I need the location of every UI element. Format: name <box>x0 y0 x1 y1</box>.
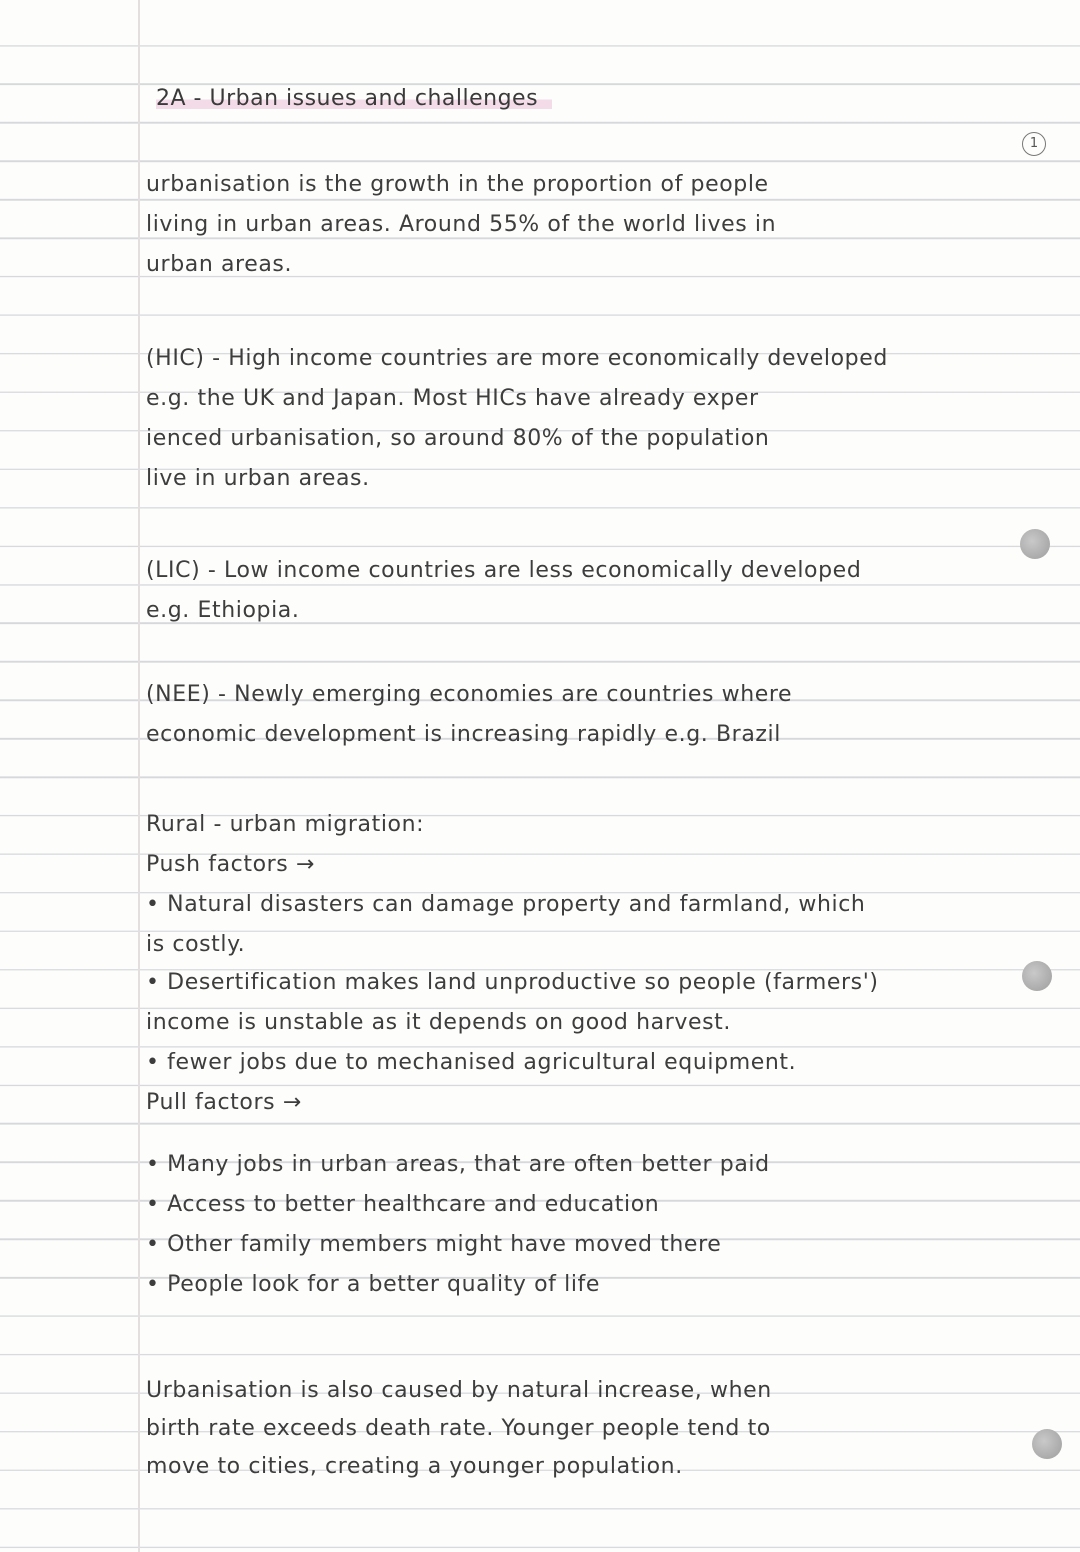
note-line: • Many jobs in urban areas, that are often better paid <box>146 1152 770 1177</box>
note-line: Pull factors → <box>146 1090 302 1115</box>
note-line: • Other family members might have moved there <box>146 1232 722 1257</box>
note-line: (LIC) - Low income countries are less economically developed <box>146 558 862 583</box>
note-line: urbanisation is the growth in the proportion of people <box>146 172 769 197</box>
note-line: • fewer jobs due to mechanised agricultural equipment. <box>146 1050 797 1075</box>
note-line: urban areas. <box>146 252 293 277</box>
note-line: is costly. <box>146 932 246 957</box>
note-line: • Desertification makes land unproductive so people (farmers') <box>146 970 879 995</box>
note-line: e.g. Ethiopia. <box>146 598 300 623</box>
page-title-text: 2A - Urban issues and challenges <box>156 86 552 111</box>
note-line: economic development is increasing rapidly e.g. Brazil <box>146 722 781 747</box>
punch-hole-3 <box>1032 1429 1062 1459</box>
note-line: • People look for a better quality of life <box>146 1272 601 1297</box>
margin-line <box>138 0 140 1552</box>
note-line: birth rate exceeds death rate. Younger people tend to <box>146 1416 771 1441</box>
note-line: income is unstable as it depends on good harvest. <box>146 1010 731 1035</box>
note-line: (NEE) - Newly emerging economies are countries where <box>146 682 793 707</box>
note-line: • Access to better healthcare and education <box>146 1192 660 1217</box>
page-number: 1 <box>1022 132 1046 156</box>
punch-hole-1 <box>1020 529 1050 559</box>
note-line: move to cities, creating a younger population. <box>146 1454 683 1479</box>
note-line: • Natural disasters can damage property and farmland, which <box>146 892 866 917</box>
note-line: live in urban areas. <box>146 466 370 491</box>
punch-hole-2 <box>1022 961 1052 991</box>
note-line: Urbanisation is also caused by natural increase, when <box>146 1378 772 1403</box>
note-line: Push factors → <box>146 852 315 877</box>
note-line: (HIC) - High income countries are more economically developed <box>146 346 888 371</box>
note-line: Rural - urban migration: <box>146 812 425 837</box>
note-line: e.g. the UK and Japan. Most HICs have already exper <box>146 386 759 411</box>
page-title <box>156 86 552 111</box>
note-line: living in urban areas. Around 55% of the world lives in <box>146 212 777 237</box>
note-line: ienced urbanisation, so around 80% of the population <box>146 426 770 451</box>
